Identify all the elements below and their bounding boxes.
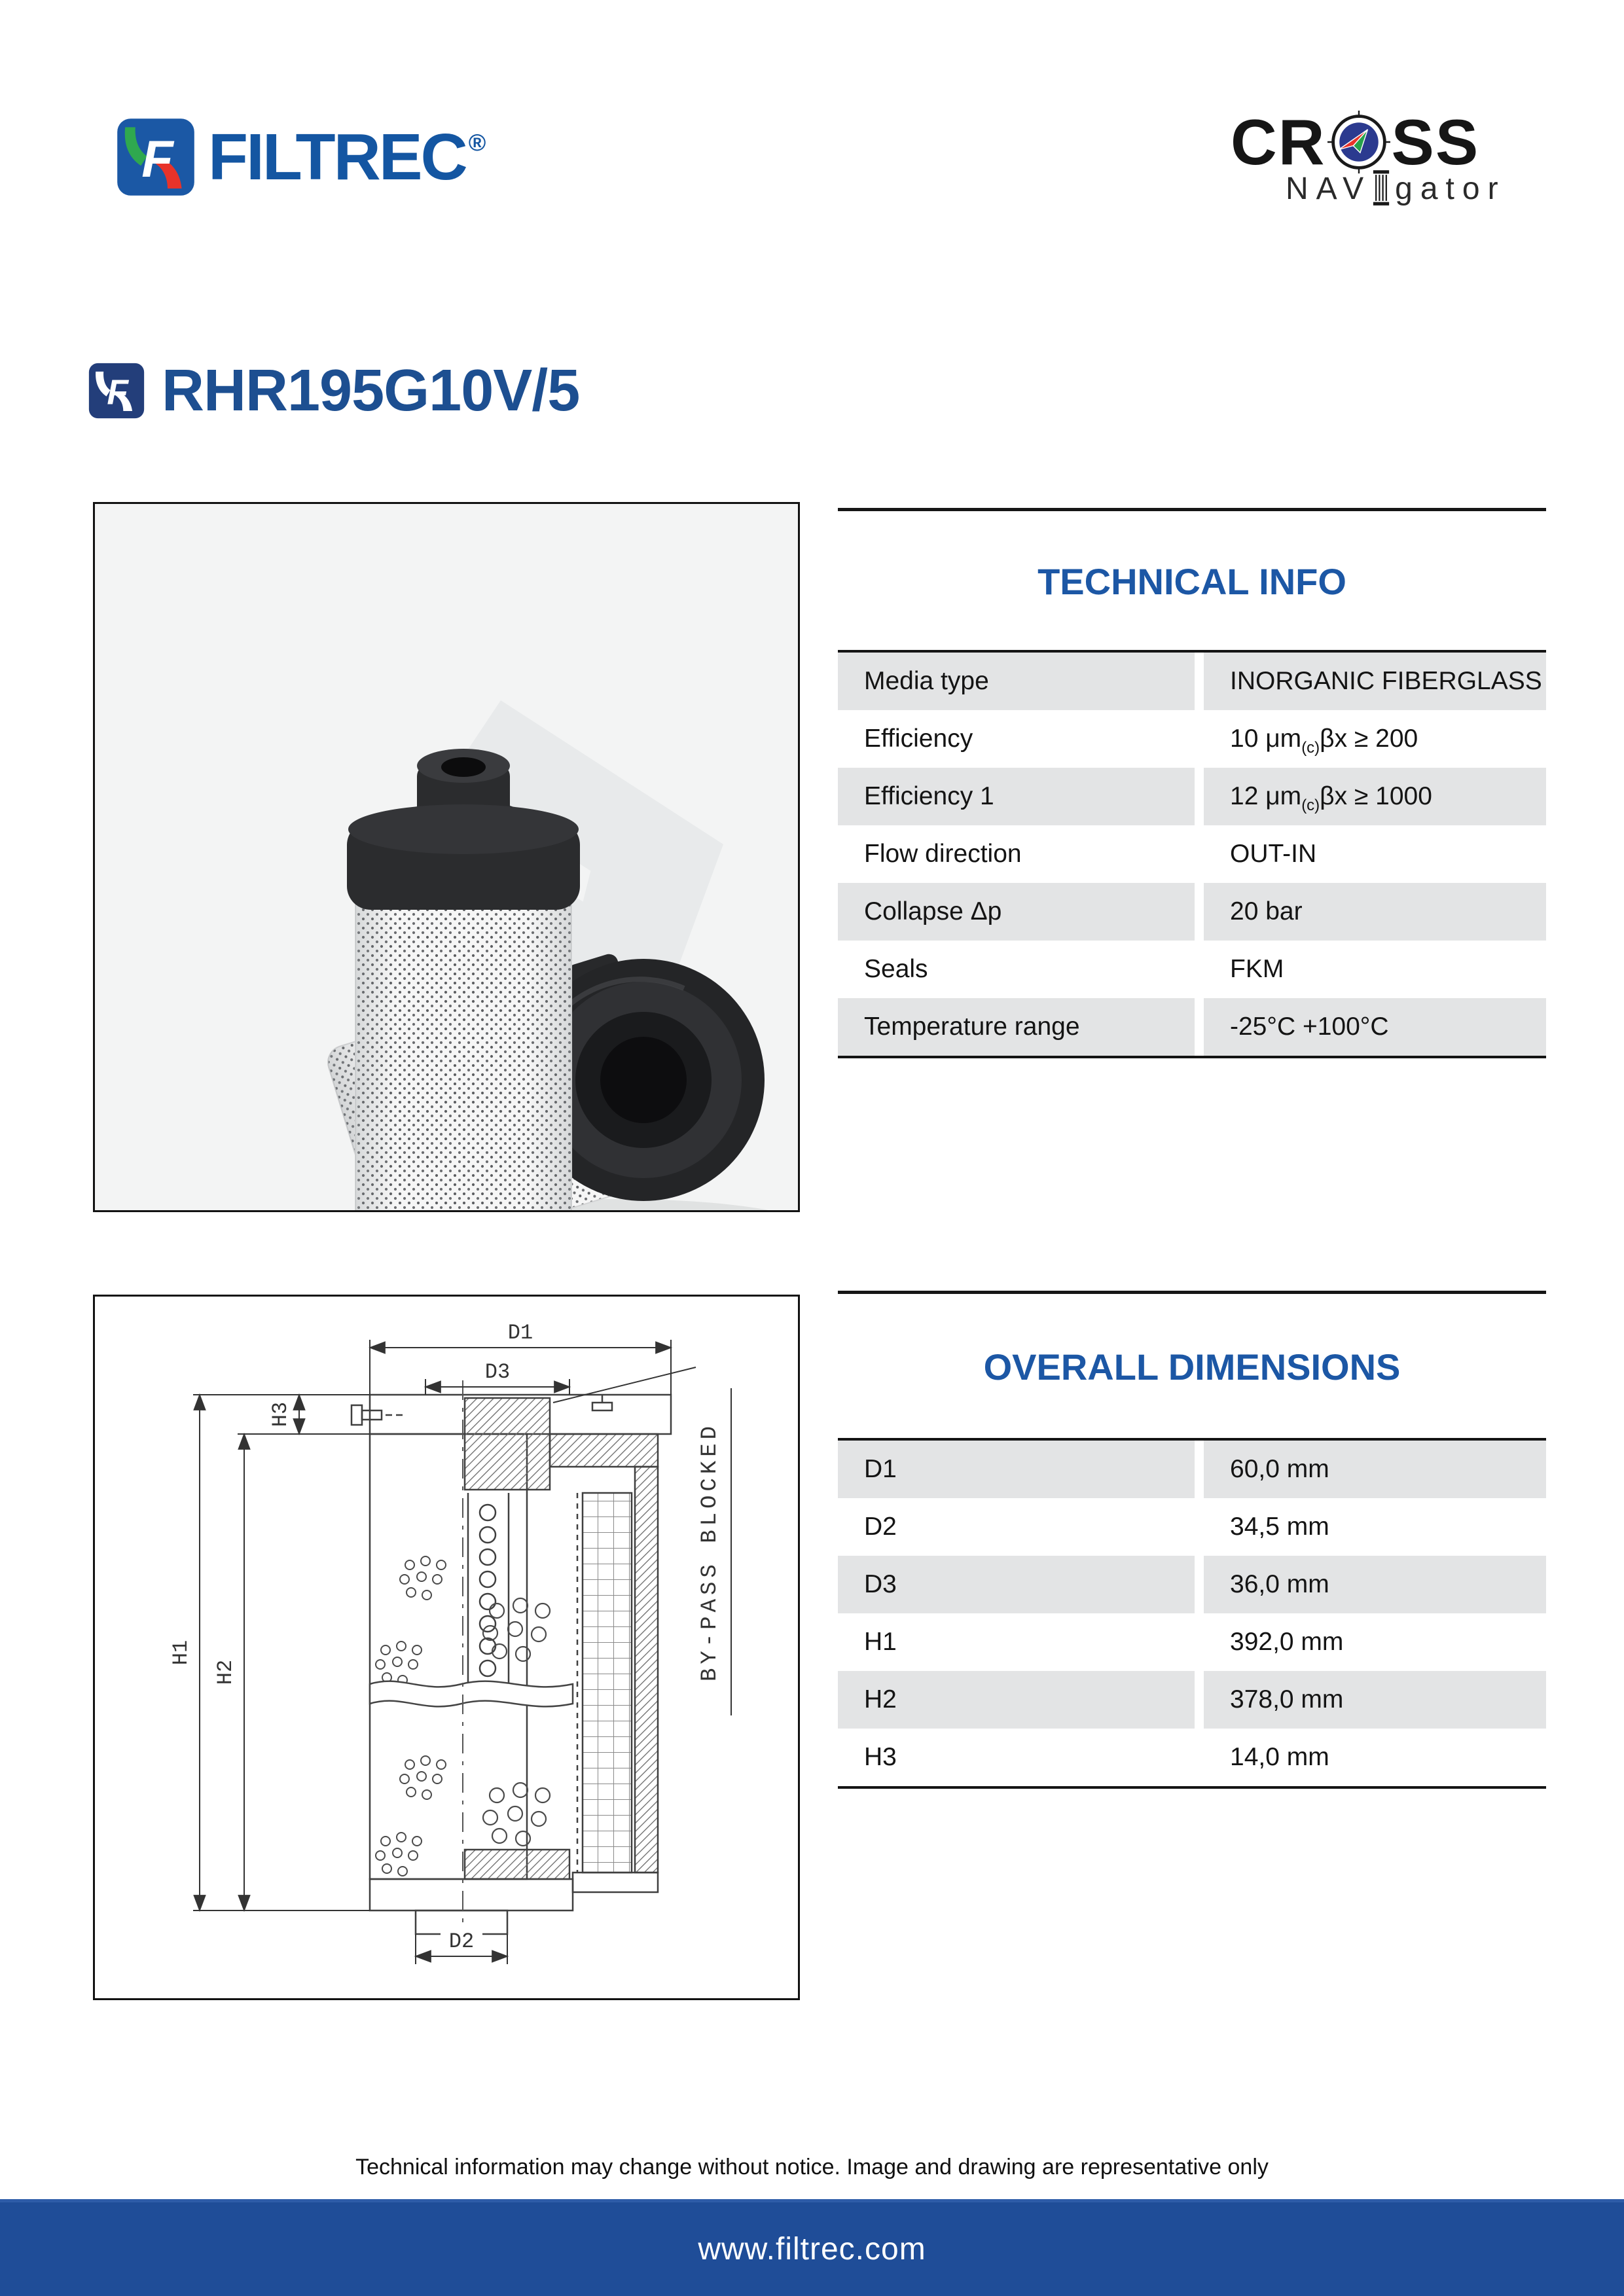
overall-dimensions-table: [838, 1438, 1546, 1789]
label-h3: H3: [268, 1401, 293, 1427]
filtrec-wordmark: [208, 120, 486, 194]
label-d1: D1: [507, 1321, 533, 1345]
disclaimer-text: Technical information may change without notice. Image and drawing are representative only: [355, 2155, 1269, 2179]
row-label: Temperature range: [838, 998, 1195, 1056]
row-label: D2: [838, 1498, 1195, 1556]
table-row: [838, 1556, 1546, 1613]
svg-text:F: F: [141, 130, 173, 188]
product-photo-art: [95, 504, 798, 1210]
table-row: [838, 883, 1546, 941]
row-value: INORGANIC FIBERGLASS: [1204, 653, 1546, 710]
row-value: 12 μm (c) βx ≥ 1000: [1204, 768, 1546, 825]
filtrec-wordmark-text: FILTREC: [208, 120, 466, 194]
product-title: [88, 358, 580, 423]
table-row: [838, 768, 1546, 825]
row-value: OUT-IN: [1204, 825, 1546, 883]
break-line: [370, 1681, 573, 1707]
cross-logo-gator: gator: [1395, 171, 1506, 206]
cross-logo-ss: SS: [1391, 106, 1480, 178]
row-value: FKM: [1204, 941, 1546, 998]
website-link[interactable]: www.filtrec.com: [698, 2232, 926, 2267]
filtrec-logo-icon: [117, 118, 195, 196]
row-label: D1: [838, 1441, 1195, 1498]
row-label: D3: [838, 1556, 1195, 1613]
table-row: [838, 1671, 1546, 1729]
part-outline: [352, 1395, 671, 1934]
row-value: 392,0 mm: [1204, 1613, 1546, 1671]
filtrec-logo: [117, 118, 486, 196]
dimension-drawing: [93, 1295, 800, 2000]
row-value: 60,0 mm: [1204, 1441, 1546, 1498]
label-d2: D2: [448, 1929, 475, 1954]
label-d3: D3: [484, 1360, 511, 1384]
row-value: 378,0 mm: [1204, 1671, 1546, 1729]
row-value: 10 μm (c) βx ≥ 200: [1204, 710, 1546, 768]
row-value: 14,0 mm: [1204, 1729, 1546, 1786]
section-divider-technical: [838, 508, 1546, 511]
row-label: H2: [838, 1671, 1195, 1729]
pillar-icon: [1373, 168, 1390, 208]
row-label: Efficiency 1: [838, 768, 1195, 825]
row-label: Flow direction: [838, 825, 1195, 883]
table-row: [838, 710, 1546, 768]
table-row: [838, 941, 1546, 998]
product-code: RHR195G10V/5: [162, 358, 580, 423]
cross-logo-line1: [1231, 106, 1519, 178]
technical-info-table: [838, 650, 1546, 1058]
overall-dimensions-title: OVERALL DIMENSIONS: [983, 1346, 1401, 1388]
row-label: Efficiency: [838, 710, 1195, 768]
dimension-drawing-art: [95, 1297, 798, 1998]
label-bypass: BY-PASS BLOCKED: [698, 1422, 723, 1682]
row-value: 34,5 mm: [1204, 1498, 1546, 1556]
cross-logo-cr: CR: [1231, 106, 1326, 178]
label-h1: H1: [169, 1640, 193, 1666]
technical-info-title: TECHNICAL INFO: [1038, 561, 1346, 602]
row-value: 36,0 mm: [1204, 1556, 1546, 1613]
footer-bar: [0, 2199, 1624, 2296]
product-title-icon: [88, 363, 145, 419]
cross-navigator-logo: [1231, 106, 1519, 207]
row-label: H3: [838, 1729, 1195, 1786]
table-row: [838, 1498, 1546, 1556]
table-row: [838, 998, 1546, 1056]
table-row: [838, 653, 1546, 710]
row-value: 20 bar: [1204, 883, 1546, 941]
row-value: -25°C +100°C: [1204, 998, 1546, 1056]
label-h2: H2: [213, 1659, 238, 1685]
standing-filter: [347, 749, 580, 1210]
compass-icon: [1327, 111, 1390, 173]
row-label: Media type: [838, 653, 1195, 710]
table-row: [838, 825, 1546, 883]
svg-text:F: F: [107, 373, 129, 412]
row-label: H1: [838, 1613, 1195, 1671]
row-label: Collapse Δp: [838, 883, 1195, 941]
row-label: Seals: [838, 941, 1195, 998]
product-photo: [93, 502, 800, 1212]
cross-logo-nav: NAV: [1286, 171, 1372, 206]
section-divider-dimensions: [838, 1291, 1546, 1294]
table-row: [838, 1613, 1546, 1671]
table-row: [838, 1441, 1546, 1498]
registered-mark: ®: [468, 128, 486, 156]
table-row: [838, 1729, 1546, 1786]
